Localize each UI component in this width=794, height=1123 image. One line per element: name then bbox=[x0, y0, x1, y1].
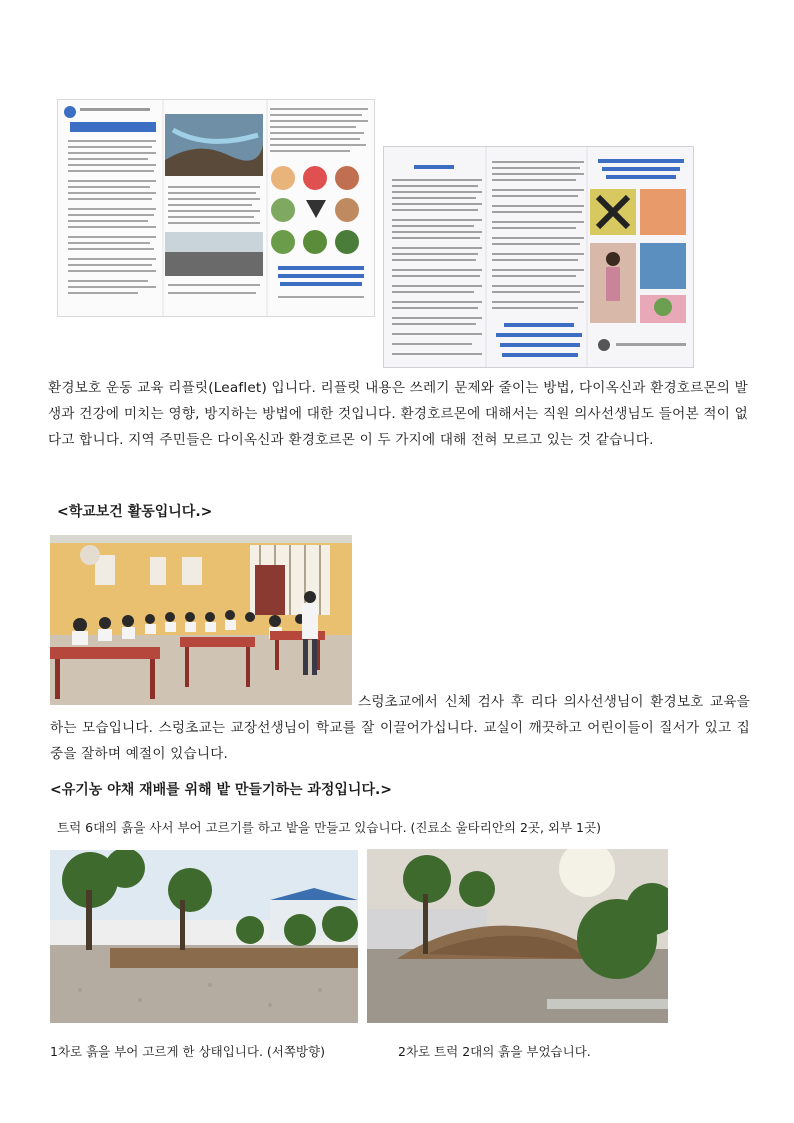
soil-photo-first bbox=[50, 850, 358, 1023]
soil-second-caption: 2차로 트럭 2대의 흙을 부었습니다. bbox=[398, 1044, 591, 1059]
soil-first-caption: 1차로 흙을 부어 고르게 한 상태입니다. (서쪽방향) bbox=[50, 1044, 325, 1059]
soil-first-illustration bbox=[50, 850, 358, 1023]
classroom-photo bbox=[50, 535, 352, 705]
leaflet-photo-1 bbox=[57, 99, 375, 317]
soil-photo-second bbox=[367, 849, 668, 1023]
leaflet-description: 환경보호 운동 교육 리플릿(Leaflet) 입니다. 리플릿 내용은 쓰레기 문제와 줄이는 방법, 다이옥신과 환경호르몬의 발생과 건강에 미치는 영향, 방지하는 방법에 대한 것입니다. 환경호르몬에 대해서는 직원 의사선생님도 들어본 적이 없다고 합니다. 지역 주민들은 다이옥신과 환경호르몬 이 두 가지에 대해 전혀 모르고 있는 것 같습니다. bbox=[48, 380, 748, 448]
organic-garden-heading: <유기농 야채 재배를 위해 밭 만들기하는 과정입니다.> bbox=[50, 782, 393, 798]
soil-second-illustration bbox=[367, 849, 668, 1023]
leaflet-2-illustration bbox=[384, 147, 693, 367]
garden-intro: 트럭 6대의 흙을 사서 부어 고르기를 하고 밭을 만들고 있습니다. (진료소 울타리안의 2곳, 외부 1곳) bbox=[57, 820, 601, 835]
leaflet-photo-2 bbox=[383, 146, 694, 368]
leaflet-1-illustration bbox=[58, 100, 374, 316]
classroom-caption bbox=[50, 689, 750, 767]
school-health-heading: <학교보건 활동입니다.> bbox=[57, 504, 213, 520]
classroom-illustration bbox=[50, 535, 352, 705]
classroom-caption-text: 스렁초교에서 신체 검사 후 리다 의사선생님이 환경보호 교육을 하는 모습입니다. 스렁초교는 교장선생님이 학교를 잘 이끌어가십니다. 교실이 깨끗하고 어린이들이 질서가 있고 집중을 잘하며 예절이 있습니다. bbox=[50, 694, 750, 762]
